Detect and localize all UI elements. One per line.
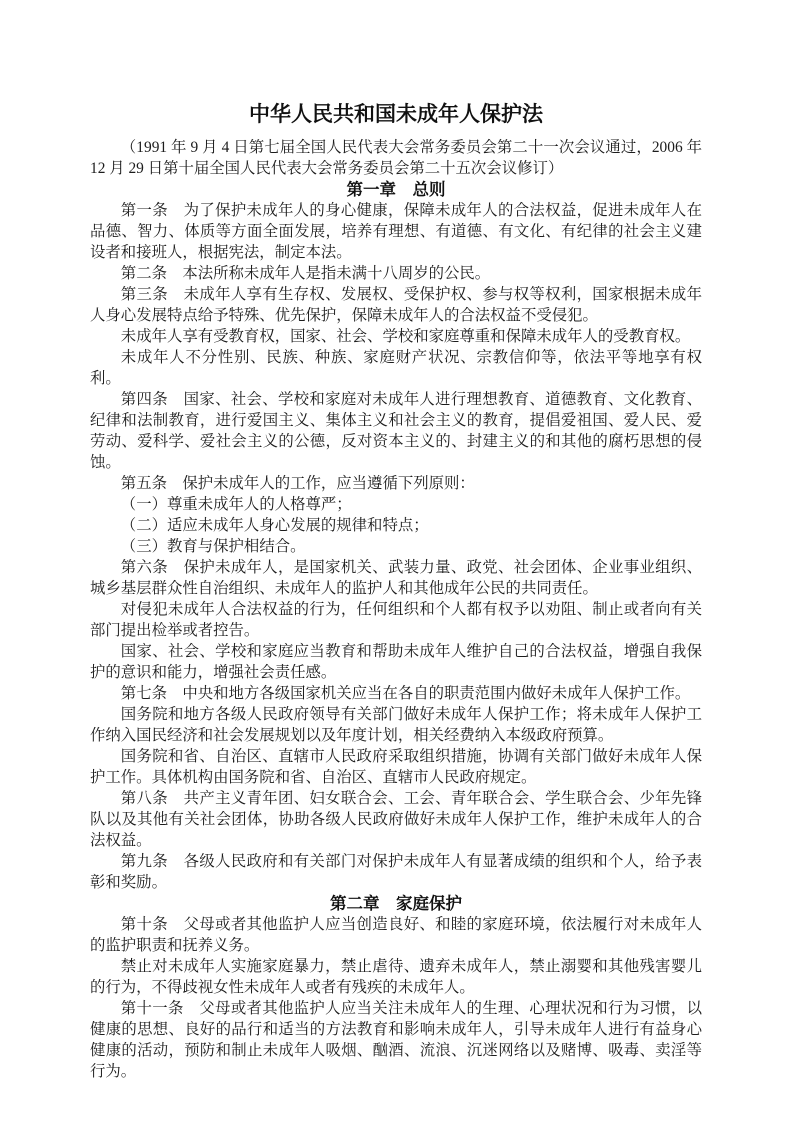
list-item-paragraph: （二）适应未成年人身心发展的规律和特点； [120, 517, 429, 534]
document-title: 中华人民共和国未成年人保护法 [249, 102, 543, 126]
paragraph: 国务院和地方各级人民政府领导有关部门做好未成年人保护工作；将未成年人保护工作纳入国民经济和社会发展规划以及年度计划，相关经费纳入本级政府预算。 [90, 706, 702, 744]
list-item-paragraph: （一）尊重未成年人的人格尊严； [120, 496, 352, 513]
chapter-2-heading: 第二章 家庭保护 [330, 894, 462, 913]
paragraph: 第一条 为了保护未成年人的身心健康，保障未成年人的合法权益，促进未成年人在品德、智力、体质等方面全面发展，培养有理想、有道德、有文化、有纪律的社会主义建设者和接班人，根据宪法，制定本法。 [90, 202, 702, 261]
paragraph: 第九条 各级人民政府和有关部门对保护未成年人有显著成绩的组织和个人，给予表彰和奖励。 [90, 853, 702, 891]
paragraph: 第五条 保护未成年人的工作，应当遵循下列原则： [120, 475, 475, 492]
paragraph: 对侵犯未成年人合法权益的行为，任何组织和个人都有权予以劝阻、制止或者向有关部门提出检举或者控告。 [90, 601, 702, 639]
paragraph: 第十条 父母或者其他监护人应当创造良好、和睦的家庭环境，依法履行对未成年人的监护职责和抚养义务。 [90, 916, 702, 954]
paragraph: 禁止对未成年人实施家庭暴力，禁止虐待、遗弃未成年人，禁止溺婴和其他残害婴儿的行为，不得歧视女性未成年人或者有残疾的未成年人。 [90, 958, 702, 996]
paragraph: 第三条 未成年人享有生存权、发展权、受保护权、参与权等权利，国家根据未成年人身心发展特点给予特殊、优先保护，保障未成年人的合法权益不受侵犯。 [90, 286, 702, 324]
list-item-paragraph: （三）教育与保护相结合。 [120, 538, 306, 555]
paragraph: 第六条 保护未成年人，是国家机关、武装力量、政党、社会团体、企业事业组织、城乡基层群众性自治组织、未成年人的监护人和其他成年公民的共同责任。 [90, 559, 702, 597]
paragraph: 第四条 国家、社会、学校和家庭对未成年人进行理想教育、道德教育、文化教育、纪律和法制教育，进行爱国主义、集体主义和社会主义的教育，提倡爱祖国、爱人民、爱劳动、爱科学、爱社会主义的公德，反对资本主义的、封建主义的和其他的腐朽思想的侵蚀。 [90, 391, 702, 471]
chapter-1-heading: 第一章 总则 [346, 180, 446, 199]
paragraph: 第七条 中央和地方各级国家机关应当在各自的职责范围内做好未成年人保护工作。 [120, 685, 691, 702]
paragraph: 国家、社会、学校和家庭应当教育和帮助未成年人维护自己的合法权益，增强自我保护的意识和能力，增强社会责任感。 [90, 643, 702, 681]
paragraph: 第八条 共产主义青年团、妇女联合会、工会、青年联合会、学生联合会、少年先锋队以及其他有关社会团体，协助各级人民政府做好未成年人保护工作，维护未成年人的合法权益。 [90, 790, 702, 849]
paragraph: 国务院和省、自治区、直辖市人民政府采取组织措施，协调有关部门做好未成年人保护工作。具体机构由国务院和省、自治区、直辖市人民政府规定。 [90, 748, 702, 786]
paragraph: 第二条 本法所称未成年人是指未满十八周岁的公民。 [120, 265, 491, 282]
paragraph: 未成年人享有受教育权，国家、社会、学校和家庭尊重和保障未成年人的受教育权。 [120, 328, 691, 345]
document-preamble: （1991 年 9 月 4 日第七届全国人民代表大会常务委员会第二十一次会议通过，2006 年 12 月 29 日第十届全国人民代表大会常务委员会第二十五次会议修订） [90, 139, 702, 177]
paragraph: 未成年人不分性别、民族、种族、家庭财产状况、宗教信仰等，依法平等地享有权利。 [90, 349, 702, 387]
paragraph: 第十一条 父母或者其他监护人应当关注未成年人的生理、心理状况和行为习惯，以健康的思想、良好的品行和适当的方法教育和影响未成年人，引导未成年人进行有益身心健康的活动，预防和制止未成年人吸烟、酗酒、流浪、沉迷网络以及赌博、吸毒、卖淫等行为。 [90, 1000, 702, 1080]
